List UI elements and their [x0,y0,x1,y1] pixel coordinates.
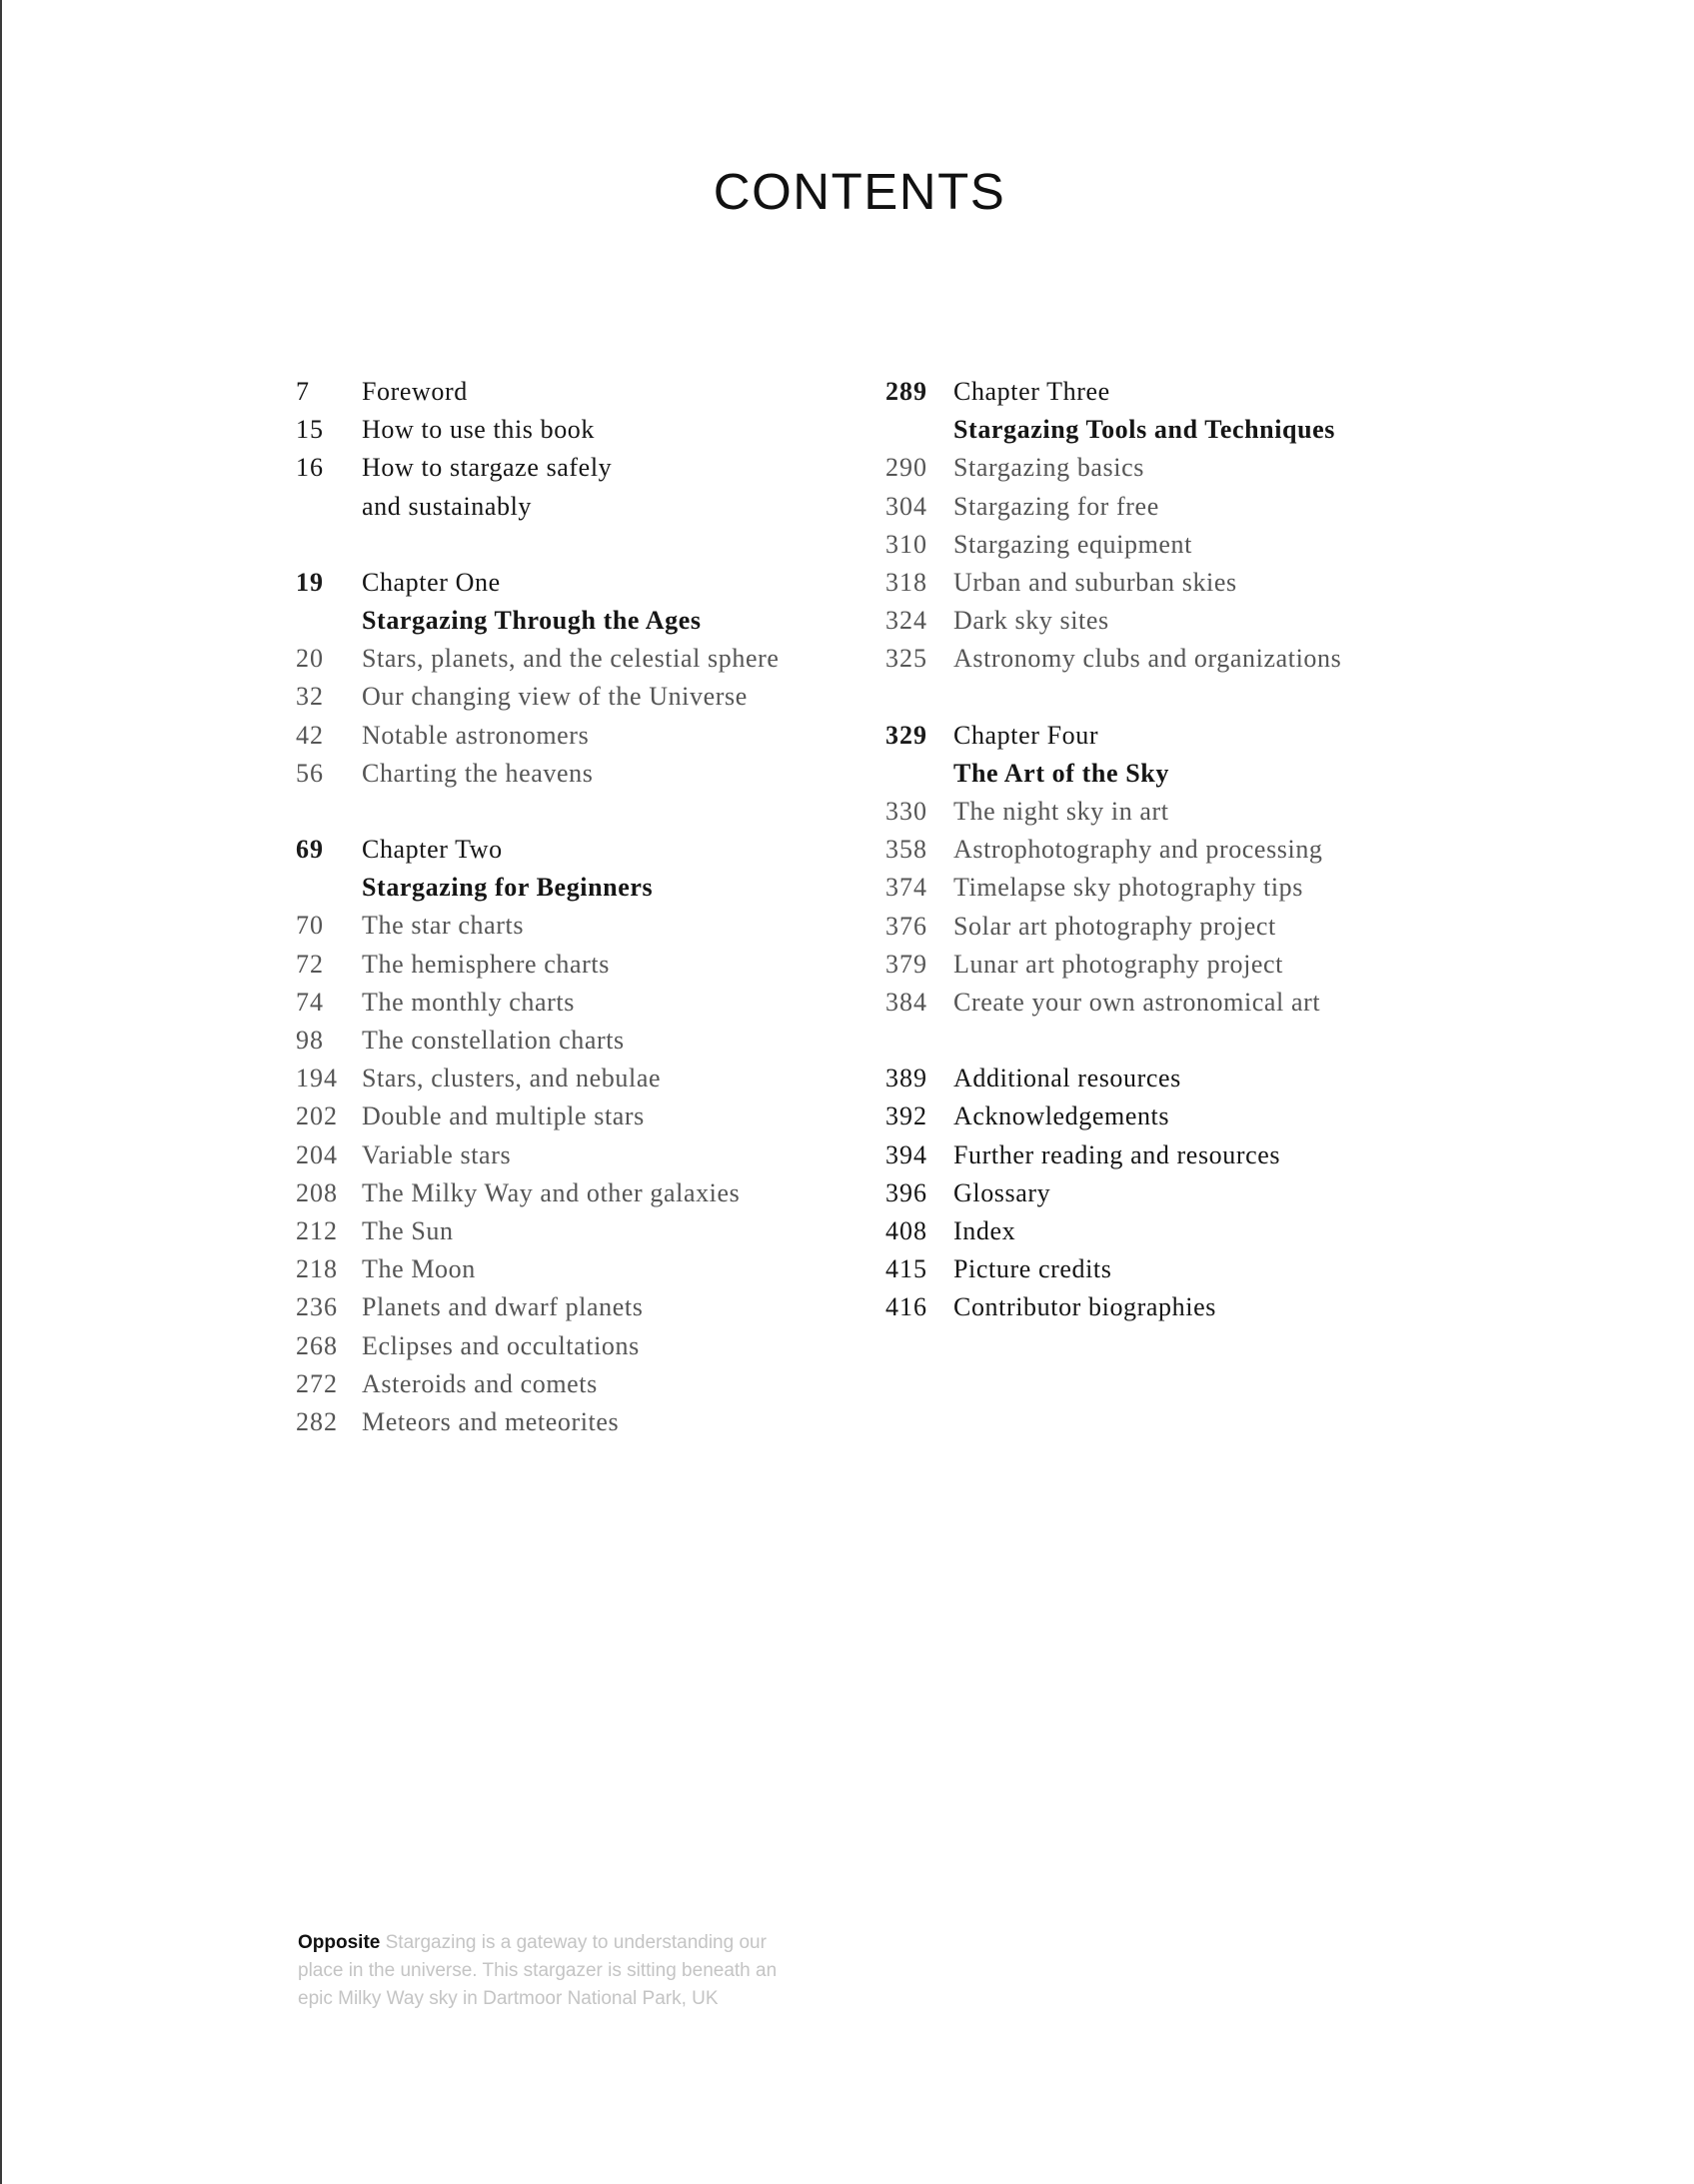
toc-entry[interactable] [885,908,1445,946]
toc-section [885,1060,1445,1326]
toc-page-number [885,411,953,449]
toc-page-number: 329 [885,720,927,750]
toc-entry-title: The Moon [362,1254,476,1284]
toc-page-number: 56 [296,758,324,788]
toc-entry-title: Eclipses and occultations [362,1330,640,1360]
toc-entry[interactable] [885,640,1445,678]
toc-page-number: 236 [296,1292,338,1322]
toc-entry-title: Chapter Three [953,377,1110,406]
toc-entry[interactable] [296,1097,855,1135]
toc-section [296,564,855,793]
toc-entry-title: The constellation charts [362,1026,625,1056]
toc-page-number: 19 [296,567,324,597]
toc-page-number: 415 [885,1254,927,1284]
toc-entry[interactable] [885,1136,1445,1174]
toc-page-number: 70 [296,911,324,941]
toc-entry-title: The star charts [362,911,525,941]
toc-page-number: 374 [885,873,927,903]
toc-page-number: 69 [296,835,324,865]
toc-section [296,373,855,526]
toc-entry-title: Stars, planets, and the celestial sphere [362,644,780,674]
toc-page-number: 204 [296,1139,338,1169]
toc-entry[interactable] [296,411,855,449]
toc-page-number: 384 [885,988,927,1018]
toc-entry[interactable] [296,640,855,678]
toc-entry-title: Chapter Four [953,720,1099,750]
toc-entry[interactable] [296,755,855,793]
toc-entry[interactable] [296,373,855,411]
toc-page-number: 304 [885,491,927,521]
toc-section [296,831,855,1441]
toc-entry[interactable] [296,946,855,984]
toc-entry-title: Lunar art photography project [953,949,1284,979]
toc-entry[interactable] [885,449,1445,487]
toc-entry-title: The night sky in art [953,797,1169,827]
toc-entry[interactable] [885,984,1445,1022]
toc-entry[interactable] [885,946,1445,984]
toc-page-number: 290 [885,453,927,483]
toc-entry[interactable] [885,1174,1445,1212]
toc-entry-title: Contributor biographies [953,1292,1216,1322]
toc-entry-title: Stargazing equipment [953,529,1192,559]
toc-entry-title: Planets and dwarf planets [362,1292,644,1322]
photo-caption [298,1929,808,2013]
toc-page-number: 20 [296,644,324,674]
toc-entry[interactable] [885,564,1445,602]
toc-entry-title: Meteors and meteorites [362,1407,620,1437]
toc-entry[interactable] [296,717,855,755]
toc-entry-title: Index [953,1216,1016,1246]
toc-entry[interactable] [885,488,1445,526]
toc-entry-title: The Art of the Sky [953,758,1169,788]
toc-entry[interactable] [296,602,855,640]
toc-entry-title: Dark sky sites [953,606,1109,636]
toc-entry[interactable] [885,1212,1445,1250]
toc-entry-title: Stargazing Through the Ages [362,606,702,636]
toc-page-number: 394 [885,1139,927,1169]
toc-entry-title: The Milky Way and other galaxies [362,1177,741,1207]
toc-page-number [296,869,362,907]
toc-entry[interactable] [296,1403,855,1441]
toc-entry[interactable] [885,1097,1445,1135]
toc-entry[interactable] [885,793,1445,831]
toc-entry[interactable] [885,869,1445,907]
toc-entry[interactable] [885,526,1445,564]
toc-page-number: 218 [296,1254,338,1284]
page-edge-line [0,0,2,2184]
toc-page-number: 379 [885,949,927,979]
toc-page-number [296,488,362,526]
toc-entry-title: Timelapse sky photography tips [953,873,1303,903]
toc-entry-title: Charting the heavens [362,758,594,788]
toc-page-number: 376 [885,911,927,941]
toc-entry[interactable] [296,1060,855,1097]
toc-entry[interactable] [885,1250,1445,1288]
toc-page-number: 74 [296,987,324,1017]
toc-entry-title: Picture credits [953,1254,1112,1284]
toc-page-number: 7 [296,377,310,406]
toc-entry[interactable] [296,488,855,526]
toc-entry-title: Variable stars [362,1139,512,1169]
toc-entry-title: Stargazing for free [953,491,1159,521]
toc-page-number: 324 [885,606,927,636]
toc-entry[interactable] [885,602,1445,640]
toc-entry-title: Chapter Two [362,835,503,865]
toc-page-number: 42 [296,720,324,750]
toc-page-number: 32 [296,682,324,712]
caption-lead: Opposite [298,1932,381,1953]
toc-page-number: 208 [296,1177,338,1207]
toc-entry-title: Our changing view of the Universe [362,682,748,712]
toc-entry-title: Glossary [953,1177,1051,1207]
toc-page-number: 396 [885,1177,927,1207]
toc-entry-title: and sustainably [362,491,533,521]
toc-page-number: 358 [885,835,927,865]
toc-entry-title: Stargazing Tools and Techniques [953,415,1336,445]
toc-section [885,717,1445,1023]
toc-page-number [885,755,953,793]
toc-entry-title: Stars, clusters, and nebulae [362,1064,662,1093]
toc-page-number: 389 [885,1064,927,1093]
toc-entry-title: Stargazing basics [953,453,1144,483]
toc-page-number: 408 [885,1216,927,1246]
toc-entry[interactable] [885,373,1445,411]
toc-entry[interactable] [296,984,855,1022]
toc-page-number: 212 [296,1216,338,1246]
toc-page-number: 15 [296,415,324,445]
toc-page-number: 310 [885,529,927,559]
toc-entry-title: Stargazing for Beginners [362,873,654,903]
toc-page-number: 72 [296,949,324,979]
toc-entry[interactable] [885,1060,1445,1097]
toc-entry-title: Foreword [362,377,468,406]
toc-page-number: 16 [296,453,324,483]
toc-entry[interactable] [296,678,855,716]
toc-entry[interactable] [296,1174,855,1212]
toc-entry-title: How to use this book [362,415,595,445]
toc-entry[interactable] [885,717,1445,755]
toc-entry[interactable] [296,449,855,487]
toc-entry[interactable] [296,1136,855,1174]
toc-entry-title: Notable astronomers [362,720,590,750]
toc-entry[interactable] [885,755,1445,793]
toc-entry-title: The monthly charts [362,987,575,1017]
toc-entry[interactable] [296,869,855,907]
toc-page-number: 289 [885,377,927,406]
toc-page-number: 268 [296,1330,338,1360]
toc-entry-title: Urban and suburban skies [953,568,1237,598]
toc-entry[interactable] [885,411,1445,449]
toc-section [885,373,1445,679]
toc-entry-title: Astrophotography and processing [953,835,1323,865]
toc-entry-title: Acknowledgements [953,1101,1170,1131]
toc-entry[interactable] [296,1327,855,1365]
toc-entry[interactable] [296,564,855,602]
toc-right-column [885,373,1445,1365]
toc-page-number: 416 [885,1292,927,1322]
toc-entry-title: Astronomy clubs and organizations [953,644,1342,674]
toc-entry[interactable] [296,831,855,869]
toc-entry-title: Chapter One [362,567,501,597]
toc-entry[interactable] [296,1250,855,1288]
toc-entry-title: Double and multiple stars [362,1101,645,1131]
toc-entry-title: Further reading and resources [953,1139,1281,1169]
toc-entry-title: Additional resources [953,1064,1181,1093]
toc-page-number: 325 [885,644,927,674]
caption-text: Stargazing is a gateway to understanding our place in the universe. This stargazer is sitting beneath an epic Milky Way sky in Dartmoor National Park, UK [298,1932,778,2009]
toc-page-number: 194 [296,1064,338,1093]
toc-page-number: 202 [296,1101,338,1131]
toc-page-number: 392 [885,1101,927,1131]
toc-entry-title: Solar art photography project [953,911,1276,941]
toc-entry[interactable] [885,831,1445,869]
toc-page-number: 272 [296,1368,338,1398]
toc-entry-title: Create your own astronomical art [953,988,1321,1018]
toc-entry[interactable] [296,1022,855,1060]
toc-entry[interactable] [296,1288,855,1326]
toc-entry-title: The hemisphere charts [362,949,610,979]
toc-page-number [296,602,362,640]
toc-left-column [296,373,855,1479]
toc-entry-title: How to stargaze safely [362,453,613,483]
page-title: CONTENTS [713,163,1006,221]
toc-page-number: 318 [885,568,927,598]
toc-page-number: 98 [296,1026,324,1056]
toc-page-number: 282 [296,1407,338,1437]
toc-entry-title: Asteroids and comets [362,1368,598,1398]
toc-entry[interactable] [296,907,855,945]
toc-entry[interactable] [885,1288,1445,1326]
toc-entry-title: The Sun [362,1216,454,1246]
toc-entry[interactable] [296,1365,855,1403]
toc-entry[interactable] [296,1212,855,1250]
toc-page-number: 330 [885,797,927,827]
